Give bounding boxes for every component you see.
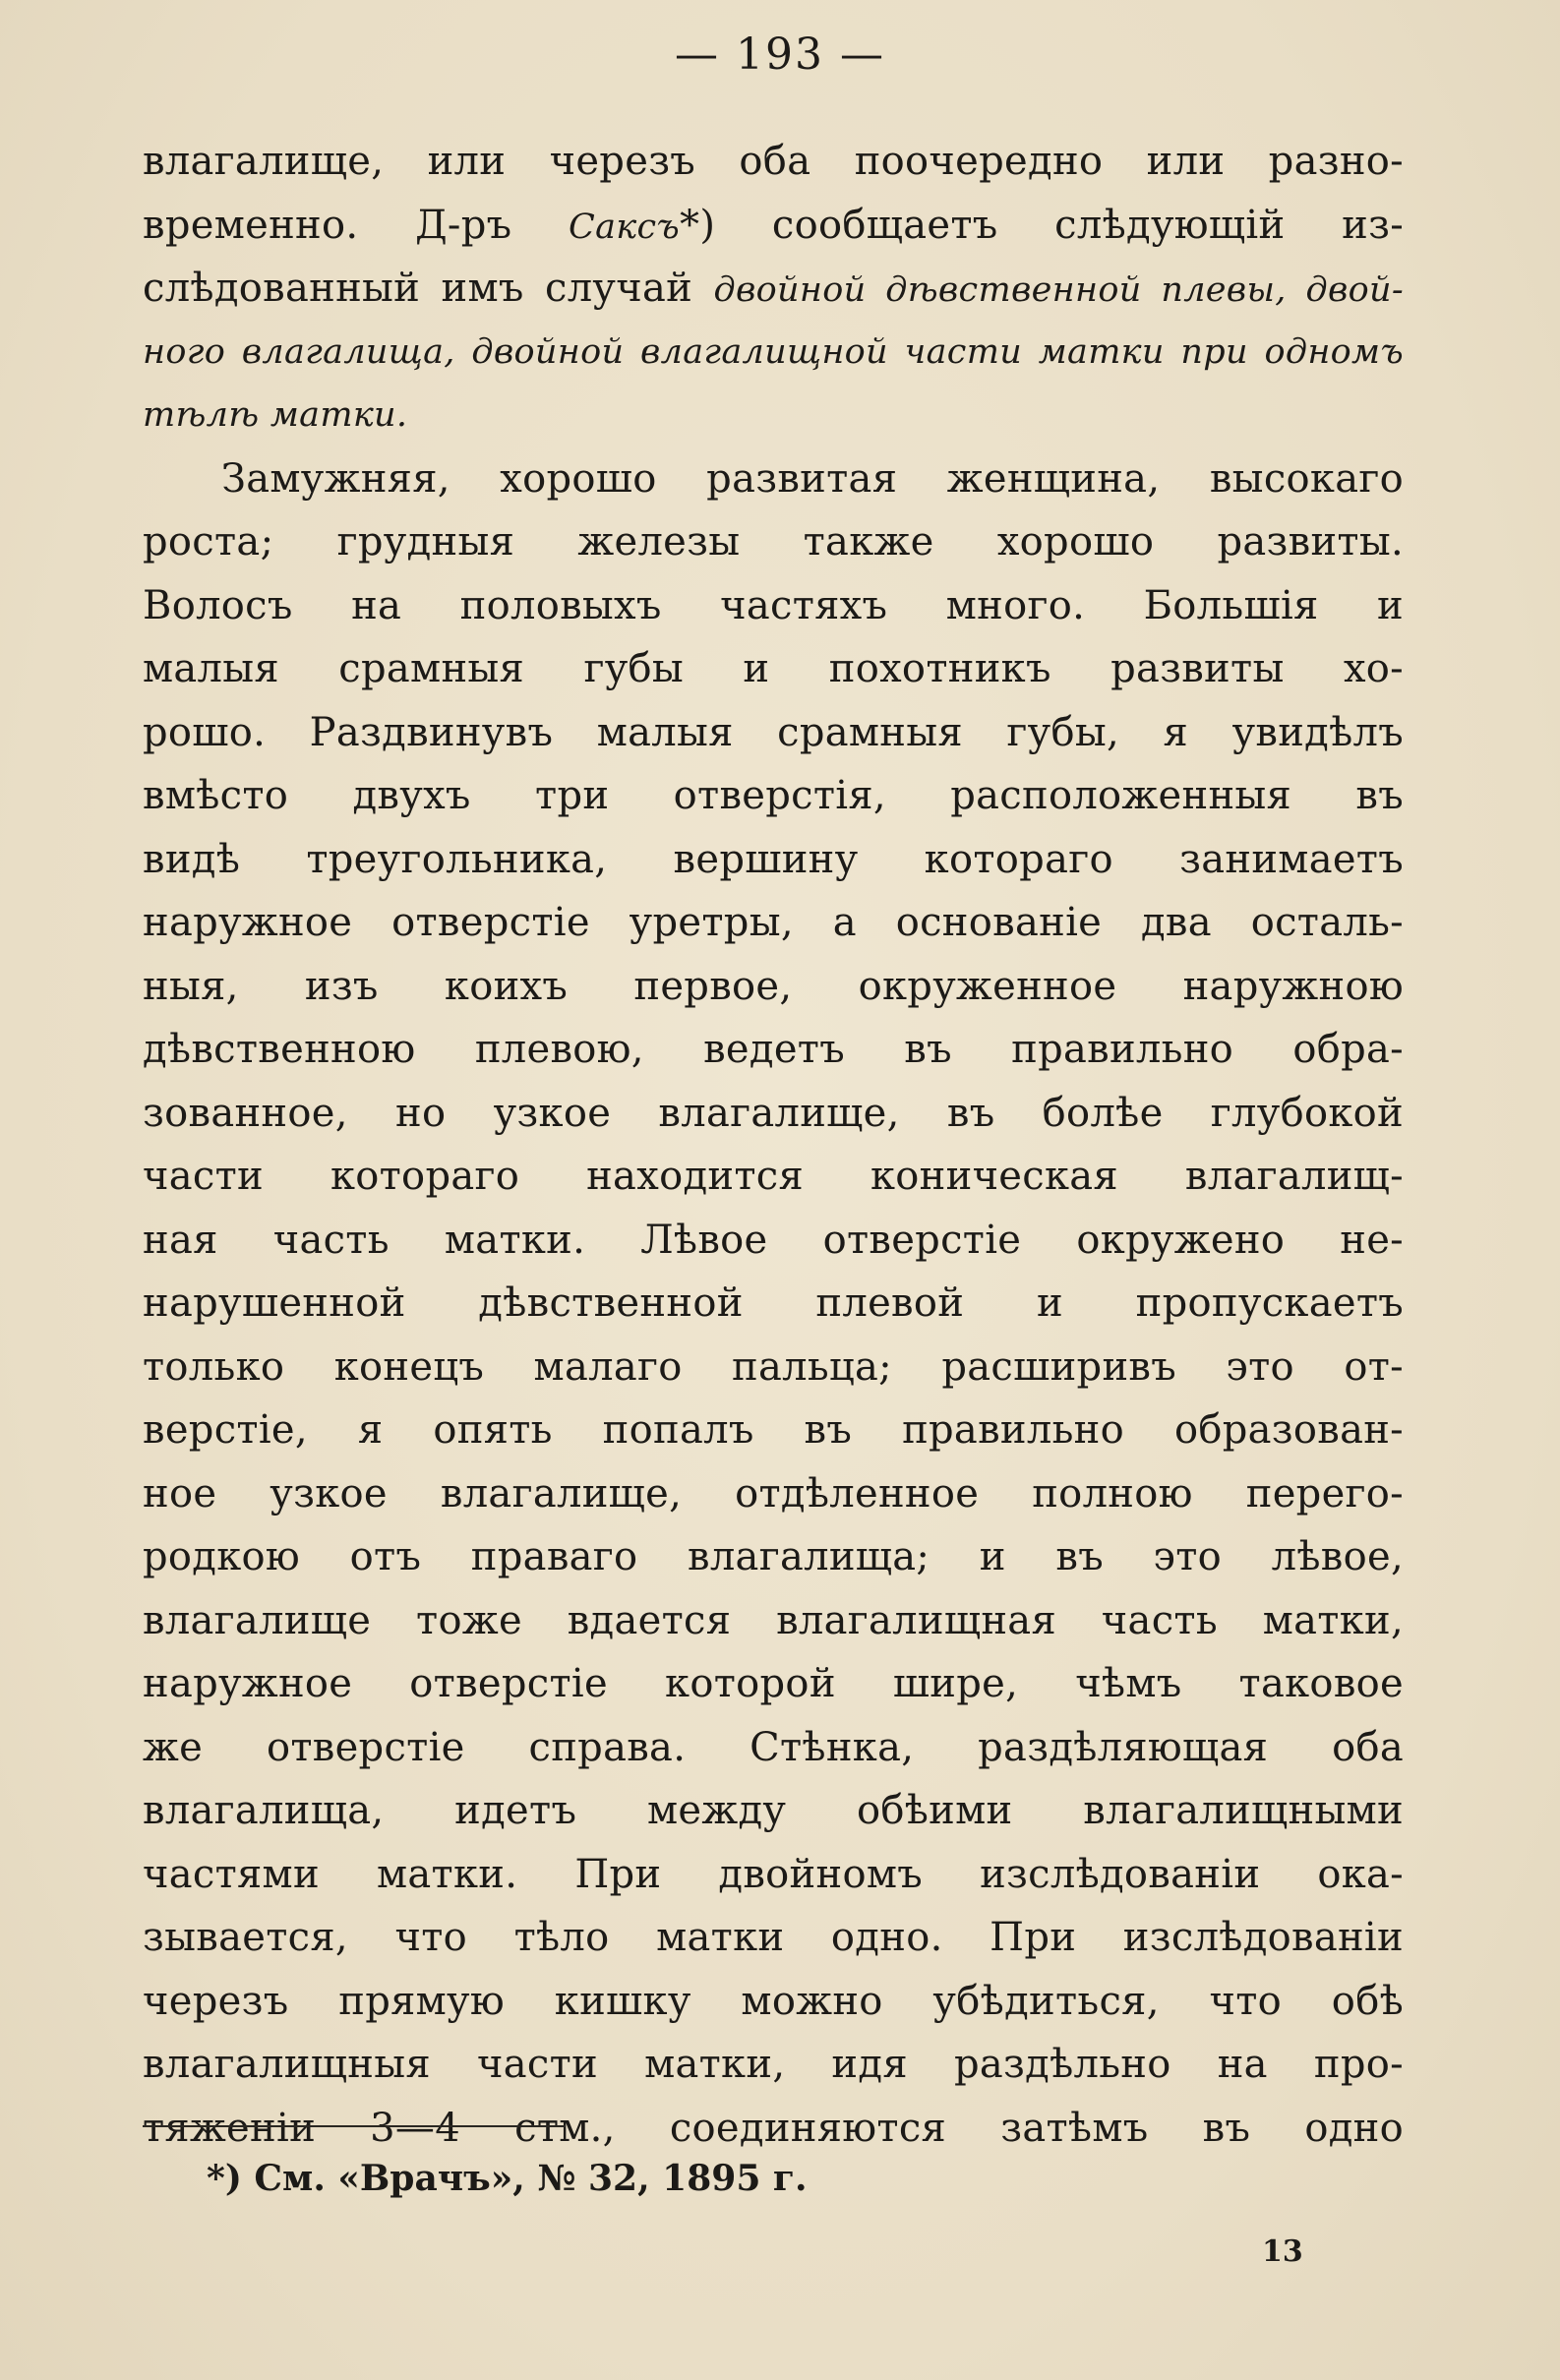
text-line: влагалищныя части матки, идя раздѣльно на про- bbox=[143, 2042, 1404, 2087]
text-line: ное узкое влагалище, отдѣленное полною перего- bbox=[143, 1470, 1404, 1517]
text-line: зывается, что тѣло матки одно. При изслѣдованіи bbox=[143, 1915, 1404, 1960]
footnote-divider bbox=[143, 2125, 566, 2127]
italic-line: ного влагалища, двойной влагалищной части матки при одномъ bbox=[143, 331, 1404, 372]
text-line: Волосъ на половыхъ частяхъ много. Большія и bbox=[143, 582, 1404, 628]
text-line: слѣдованный имъ случай двойной дѣвственной плевы, двой- bbox=[143, 266, 1404, 311]
text-line: наружное отверстіе уретры, а основаніе два осталь- bbox=[143, 900, 1404, 945]
text-line: наружное отверстіе которой шире, чѣмъ таковое bbox=[143, 1661, 1404, 1706]
text-line: только конецъ малаго пальца; расширивъ это от- bbox=[143, 1343, 1404, 1390]
text-line: вмѣсто двухъ три отверстія, расположенныя въ bbox=[143, 773, 1404, 818]
text-line: частями матки. При двойномъ изслѣдованіи ока- bbox=[143, 1851, 1404, 1897]
page-number: — 193 — bbox=[675, 30, 885, 80]
text-line: черезъ прямую кишку можно убѣдиться, что обѣ bbox=[143, 1978, 1404, 2024]
italic-phrase: двойной дѣвственной плевы, двой- bbox=[713, 270, 1404, 310]
text-line: зованное, но узкое влагалище, въ болѣе глубокой bbox=[143, 1090, 1404, 1136]
body-text bbox=[143, 130, 1404, 2160]
footnote: *) См. «Врачъ», № 32, 1895 г. bbox=[207, 2158, 808, 2199]
text-line: временно. Д-ръ Саксъ*) сообщаетъ слѣдующій из- bbox=[143, 202, 1405, 248]
text-line: родкою отъ праваго влагалища; и въ это лѣвое, bbox=[143, 1534, 1404, 1579]
text-line: нарушенной дѣвственной плевой и пропускаетъ bbox=[143, 1280, 1404, 1326]
text-line: же отверстіе справа. Стѣнка, раздѣляющая оба bbox=[143, 1724, 1404, 1770]
text-line: влагалища, идетъ между обѣими влагалищными bbox=[143, 1788, 1404, 1833]
text-line: части котораго находится коническая влагалищ- bbox=[143, 1154, 1404, 1199]
text-line: роста; грудныя железы также хорошо развиты. bbox=[143, 519, 1404, 565]
text-line: тяженіи 3—4 стм., соединяются затѣмъ въ одно bbox=[143, 2105, 1404, 2151]
text-line: верстіе, я опять попалъ въ правильно образован- bbox=[143, 1407, 1404, 1453]
text-line: дѣвственною плевою, ведетъ въ правильно обра- bbox=[143, 1027, 1404, 1072]
italic-line: тѣлѣ матки. bbox=[143, 395, 408, 435]
text-line: малыя срамныя губы и похотникъ развиты хо- bbox=[143, 646, 1404, 691]
text-line: видѣ треугольника, вершину котораго занимаетъ bbox=[143, 836, 1404, 882]
text-line: Замужняя, хорошо развитая женщина, высокаго bbox=[221, 455, 1404, 502]
author-name: Саксъ bbox=[569, 207, 681, 247]
text-line: рошо. Раздвинувъ малыя срамныя губы, я увидѣлъ bbox=[143, 709, 1404, 755]
text-line: ная часть матки. Лѣвое отверстіе окружено не- bbox=[143, 1217, 1404, 1263]
text-line: влагалище тоже вдается влагалищная часть матки, bbox=[143, 1597, 1404, 1643]
text-line: ныя, изъ коихъ первое, окруженное наружною bbox=[143, 963, 1404, 1009]
signature-mark: 13 bbox=[1262, 2234, 1303, 2269]
text-line: влагалище, или черезъ оба поочередно или разно- bbox=[143, 139, 1404, 184]
